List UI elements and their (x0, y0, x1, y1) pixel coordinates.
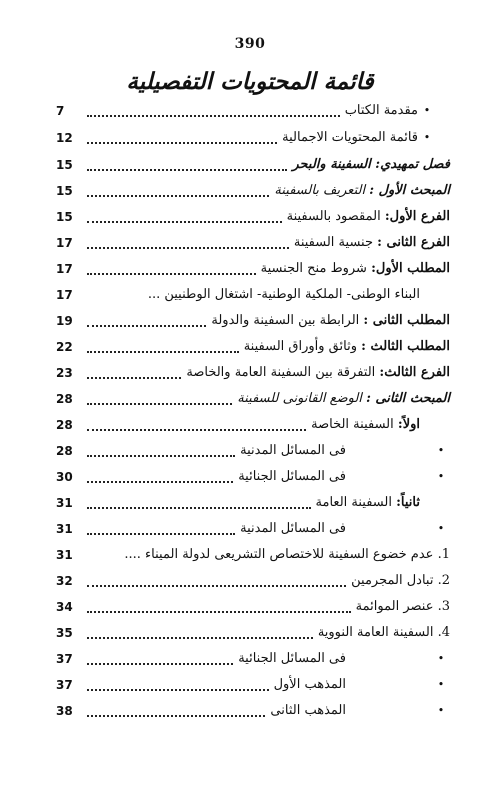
toc-entry-page: 28 (56, 444, 73, 458)
toc-entry-page: 35 (56, 626, 73, 640)
toc-entry-text: الوضع القانونى للسفينة (237, 391, 362, 406)
toc-entry-page: 31 (56, 496, 73, 510)
toc-entry-page: 15 (56, 210, 73, 224)
toc-entry-title: 3. عنصر الموائمة (355, 599, 450, 614)
dot-leader (87, 651, 233, 665)
dot-leader (87, 469, 233, 483)
toc-entry-title (311, 414, 420, 436)
toc-entry (56, 284, 450, 306)
toc-entry-text: وثائق وأوراق السفينة (243, 339, 357, 354)
toc-entry-text: شروط منح الجنسية (260, 261, 367, 276)
toc-entry (56, 544, 450, 566)
dot-leader (87, 677, 269, 691)
toc-entry-lead: المطلب الأول: (371, 261, 450, 276)
dot-leader (87, 209, 282, 223)
bullet-icon: • (423, 104, 431, 117)
bullet-icon: • (437, 652, 445, 665)
toc-entry-page: 38 (56, 704, 73, 718)
toc-entry-title (186, 362, 450, 384)
toc-entry-title (287, 206, 450, 228)
toc-entry-lead: ثانياً: (396, 495, 420, 510)
toc-entry (56, 674, 450, 696)
toc-entry-page: 17 (56, 288, 73, 302)
toc-entry-page: 7 (56, 104, 65, 118)
dot-leader (87, 573, 346, 587)
toc-entry-text: السفينة الخاصة (311, 417, 394, 432)
toc-entry (56, 206, 450, 228)
dot-leader (87, 288, 143, 300)
toc-entry-title: 2. تبادل المجرمين (351, 573, 450, 588)
page-title: قائمة المحتويات التفصيلية (126, 68, 374, 95)
toc-entry-page: 15 (56, 158, 73, 172)
toc-entry (56, 466, 450, 488)
toc-entry-lead: المطلب الثالث : (361, 339, 450, 354)
toc-entry-lead: الفرع الثانى : (377, 235, 450, 250)
dot-leader (87, 261, 256, 275)
toc-entry (56, 310, 450, 332)
dot-leader (87, 548, 119, 560)
toc-entry (56, 100, 450, 122)
bullet-icon: • (437, 522, 445, 535)
toc-entry-title (274, 180, 450, 202)
toc-entry-title: فى المسائل الجنائية (238, 469, 346, 484)
bullet-icon: • (437, 444, 445, 457)
toc-entry-page: 30 (56, 470, 73, 484)
toc-entry (56, 648, 450, 670)
toc-entry-title (244, 336, 450, 358)
toc-entry-title: مقدمة الكتاب (344, 103, 418, 118)
bullet-icon: • (437, 678, 445, 691)
dot-leader (87, 313, 206, 327)
toc-entry (56, 700, 450, 722)
dot-leader (87, 157, 287, 171)
toc-entry-lead: اولاً: (397, 417, 420, 432)
toc-entry-title (237, 388, 450, 410)
toc-entry-page: 34 (56, 600, 73, 614)
toc-entry-page: 31 (56, 522, 73, 536)
dot-leader (87, 443, 235, 457)
toc-entry-page: 17 (56, 236, 73, 250)
toc-entry-title: البناء الوطنى- الملكية الوطنية- اشتغال الوطنيين ... (147, 287, 420, 302)
toc-entry (56, 570, 450, 592)
toc-entry-title: فى المسائل المدنية (240, 521, 346, 536)
dot-leader (87, 521, 235, 535)
toc-entry (56, 232, 450, 254)
toc-entry (56, 518, 450, 540)
toc-entry-title (211, 310, 450, 332)
toc-entry (56, 622, 450, 644)
toc-entry-lead: المطلب الثانى : (363, 313, 450, 328)
toc-entry-page: 15 (56, 184, 73, 198)
toc-entry-page: 32 (56, 574, 73, 588)
dot-leader (87, 235, 289, 249)
toc-entry-title (316, 492, 420, 514)
dot-leader (87, 103, 340, 117)
toc-entry-page: 28 (56, 392, 73, 406)
toc-entry-page: 37 (56, 652, 73, 666)
toc-entry-lead: الفرع الثالث: (379, 365, 450, 380)
toc-entry-page: 17 (56, 262, 73, 276)
toc-entry-title (294, 232, 450, 254)
toc-entry-title: 4. السفينة العامة النووية (317, 625, 450, 640)
toc-entry-page: 37 (56, 678, 73, 692)
toc-entry-title: 1. عدم خضوع السفينة للاختصاص التشريعى لدولة الميناء .... (124, 547, 450, 562)
dot-leader (87, 599, 351, 613)
bullet-icon: • (437, 704, 445, 717)
toc-entry-title: المذهب الأول (273, 677, 346, 692)
toc-entry-page: 19 (56, 314, 73, 328)
toc-entry (56, 258, 450, 280)
toc-entry-text: التفرقة بين السفينة العامة والخاصة (186, 365, 376, 380)
toc-entry (56, 336, 450, 358)
toc-entry-text: جنسية السفينة (293, 235, 374, 250)
toc-entry-title: قائمة المحتويات الاجمالية (282, 130, 418, 145)
dot-leader (87, 365, 181, 379)
dot-leader (87, 391, 232, 405)
toc-entry-text: السفينة العامة (315, 495, 392, 510)
bullet-icon: • (437, 470, 445, 483)
toc-entry-lead: الفرع الأول: (384, 209, 450, 224)
toc-entry-title: فى المسائل الجنائية (238, 651, 346, 666)
toc-entry-lead: المبحث الأول : (369, 183, 450, 198)
toc-entry-title: فصل تمهيدي: السفينة والبحر (292, 157, 450, 172)
toc-entry (56, 127, 450, 149)
toc-entry (56, 440, 450, 462)
toc-entry-lead: المبحث الثانى : (366, 391, 450, 406)
toc-entry-text: الرابطة بين السفينة والدولة (211, 313, 360, 328)
dot-leader (87, 625, 313, 639)
dot-leader (87, 417, 306, 431)
dot-leader (87, 183, 269, 197)
toc-entry (56, 596, 450, 618)
bullet-icon: • (423, 131, 431, 144)
page-number: 390 (234, 36, 266, 52)
dot-leader (87, 703, 265, 717)
toc-entry (56, 414, 450, 436)
toc-entry (56, 362, 450, 384)
toc-entry-page: 28 (56, 418, 73, 432)
toc-entry-text: المقصود بالسفينة (286, 209, 381, 224)
toc-entry (56, 180, 450, 202)
toc-entry-text: التعريف بالسفينة (274, 183, 366, 198)
toc-entry (56, 388, 450, 410)
toc-entry-page: 23 (56, 366, 73, 380)
toc-entry-page: 12 (56, 131, 73, 145)
toc-entry-title (261, 258, 450, 280)
toc-entry-title: المذهب الثانى (270, 703, 346, 718)
dot-leader (87, 130, 277, 144)
toc-entry-page: 22 (56, 340, 73, 354)
dot-leader (87, 495, 311, 509)
dot-leader (87, 339, 239, 353)
toc-entry-title: فى المسائل المدنية (240, 443, 346, 458)
toc-entry-page: 31 (56, 548, 73, 562)
toc-entry (56, 154, 450, 176)
toc-entry (56, 492, 450, 514)
